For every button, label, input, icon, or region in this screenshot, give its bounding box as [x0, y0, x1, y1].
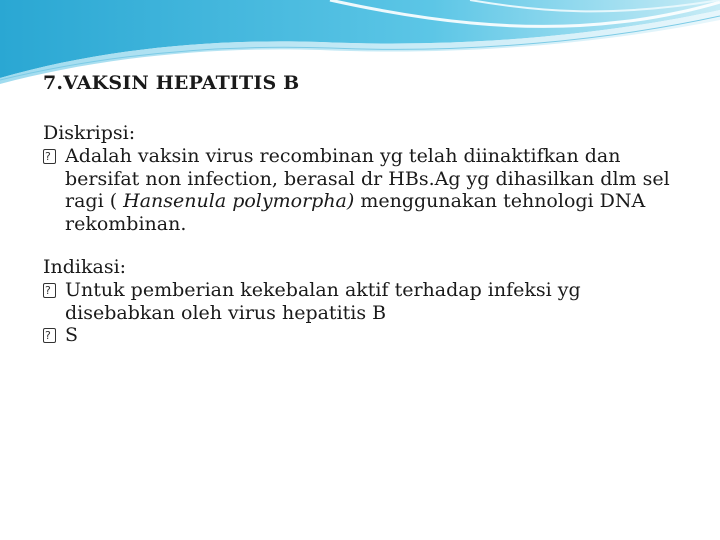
bullet-item: ?Untuk pemberian kekebalan aktif terhadap infeksi yg disebabkan oleh virus hepatitis B — [43, 279, 683, 324]
missing-glyph-bullet-icon — [43, 283, 56, 298]
bullet-item: ?S — [43, 324, 683, 347]
missing-glyph-bullet-icon — [43, 328, 56, 343]
section-heading: Diskripsi: — [43, 122, 136, 144]
bullet-item: ?Adalah vaksin virus recombinan yg telah diinaktifkan dan bersifat non infection, berasal dr HBs.Ag yg dihasilkan dlm sel ragi ( Hansenula polymorpha) menggunakan tehnologi DNA rekombinan. — [43, 145, 683, 235]
slide-content — [43, 72, 683, 347]
slide-title: 7.VAKSIN HEPATITIS B — [43, 72, 300, 94]
italic-species-name: Hansenula polymorpha) — [123, 190, 355, 212]
section-indikasi — [43, 255, 683, 347]
section-heading: Indikasi: — [43, 256, 127, 278]
missing-glyph-bullet-icon — [43, 149, 56, 164]
section-diskripsi — [43, 121, 683, 235]
